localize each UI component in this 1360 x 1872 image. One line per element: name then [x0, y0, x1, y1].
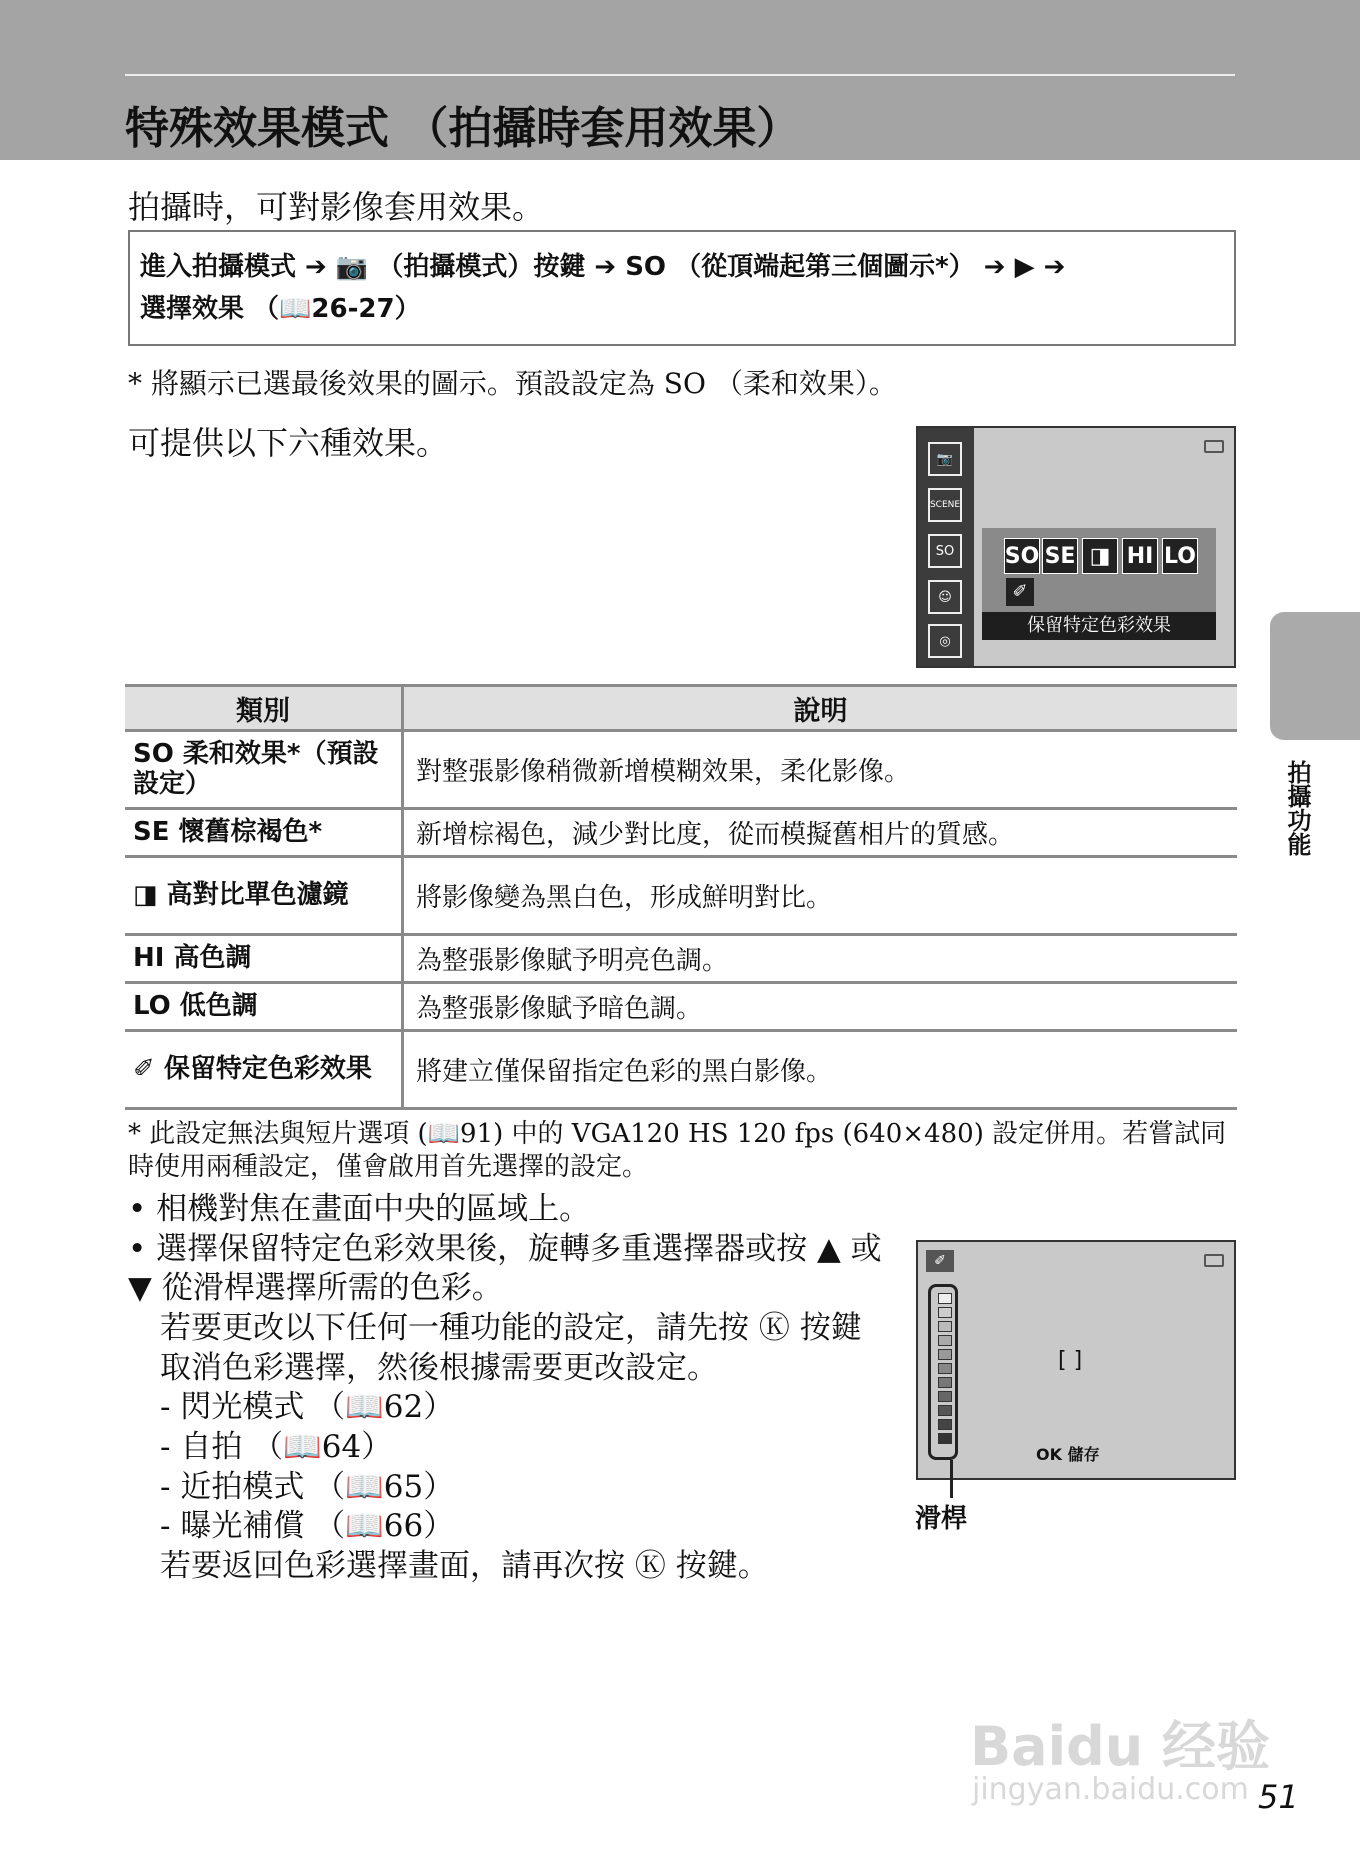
row-category: SO 柔和效果*（預設設定）	[125, 731, 403, 809]
row-description: 對整張影像稍微新增模糊效果，柔化影像。	[403, 731, 1238, 809]
effects-table	[125, 684, 1237, 1110]
table-row	[125, 809, 1237, 857]
slider-swatch	[938, 1433, 952, 1444]
row-description: 為整張影像賦予明亮色調。	[403, 935, 1238, 983]
chip-hi: HI	[1122, 538, 1158, 574]
popup-label: 保留特定色彩效果	[982, 612, 1216, 640]
nav-line-2: 選擇效果 （📖26-27）	[140, 294, 421, 324]
slider-swatch	[938, 1419, 952, 1430]
chip-so: SO	[1004, 538, 1040, 574]
table-row	[125, 935, 1237, 983]
row-category: SE 懷舊棕褐色*	[125, 809, 403, 857]
mode-icon-strip	[918, 428, 974, 666]
icon-note: * 將顯示已選最後效果的圖示。預設設定為 SO （柔和效果）。	[128, 367, 897, 400]
table-row	[125, 857, 1237, 935]
row-description: 為整張影像賦予暗色調。	[403, 983, 1238, 1031]
battery-icon	[1204, 1254, 1224, 1267]
scene-icon: SCENE	[928, 488, 962, 522]
slider-swatch	[938, 1377, 952, 1388]
slider-swatch	[938, 1405, 952, 1416]
header-rule	[125, 74, 1235, 76]
page-title: 特殊效果模式 （拍攝時套用效果）	[125, 103, 801, 154]
table-row	[125, 731, 1237, 809]
slider-swatch	[938, 1363, 952, 1374]
camera-screen-effects	[916, 426, 1236, 668]
six-effects-text: 可提供以下六種效果。	[128, 424, 449, 462]
slider-swatch	[938, 1293, 952, 1304]
row-category: HI 高色調	[125, 935, 403, 983]
color-slider[interactable]	[928, 1284, 958, 1460]
slider-swatch	[938, 1349, 952, 1360]
sub-item: - 自拍 （📖64）	[160, 1429, 393, 1466]
header-category: 類別	[125, 686, 403, 731]
sub-item: - 曝光補償 （📖66）	[160, 1508, 455, 1545]
chip-se: SE	[1042, 538, 1078, 574]
page-number: 51	[1258, 1778, 1299, 1816]
sub-item: - 閃光模式 （📖62）	[160, 1389, 455, 1426]
camera-icon: 📷	[928, 442, 962, 476]
intro-text: 拍攝時，可對影像套用效果。	[128, 188, 545, 226]
watermark: Baidu 经验	[970, 1715, 1271, 1778]
ok-save-label: OK 儲存	[1036, 1445, 1100, 1464]
slider-callout-line	[950, 1460, 953, 1498]
row-category: LO 低色調	[125, 983, 403, 1031]
chip-lo: LO	[1162, 538, 1198, 574]
bullet-item: • 選擇保留特定色彩效果後，旋轉多重選擇器或按 ▲ 或 ▼ 從滑桿選擇所需的色彩。	[128, 1230, 882, 1307]
navigation-box	[128, 230, 1236, 346]
bullet-item: • 相機對焦在畫面中央的區域上。	[128, 1191, 591, 1227]
watermark-url: jingyan.baidu.com	[972, 1772, 1249, 1807]
eyedropper-icon: ✐	[926, 1250, 954, 1272]
row-category: ✐ 保留特定色彩效果	[125, 1031, 403, 1109]
effect-popup	[982, 528, 1216, 640]
slider-swatch	[938, 1335, 952, 1346]
slider-label: 滑桿	[915, 1504, 968, 1534]
header-description: 說明	[403, 686, 1238, 731]
bullet-list	[128, 1190, 888, 1587]
slider-swatch	[938, 1321, 952, 1332]
focus-bracket: [ ]	[1058, 1348, 1083, 1373]
nav-line-1: 進入拍攝模式 ➔ 📷 （拍攝模式）按鍵 ➔ SO （從頂端起第三個圖示*） ➔ ▶ ➔	[140, 252, 1066, 282]
row-description: 新增棕褐色，減少對比度，從而模擬舊相片的質感。	[403, 809, 1238, 857]
chapter-tab	[1270, 612, 1360, 740]
table-row	[125, 983, 1237, 1031]
footnote: * 此設定無法與短片選項 (📖91) 中的 VGA120 HS 120 fps (640×480) 設定併用。若嘗試同時使用兩種設定，僅會啟用首先選擇的設定。	[128, 1119, 1227, 1182]
row-description: 將建立僅保留指定色彩的黑白影像。	[403, 1031, 1238, 1109]
slider-swatch	[938, 1391, 952, 1402]
soft-effect-icon: SO	[928, 534, 962, 568]
row-description: 將影像變為黑白色，形成鮮明對比。	[403, 857, 1238, 935]
auto-icon: ◎	[928, 624, 962, 658]
row-category: ◨ 高對比單色濾鏡	[125, 857, 403, 935]
battery-icon	[1204, 440, 1224, 453]
bullet-subtext: 若要更改以下任何一種功能的設定，請先按 Ⓚ 按鍵取消色彩選擇，然後根據需要更改設定。	[160, 1310, 862, 1386]
bullet-subtext: 若要返回色彩選擇畫面，請再次按 Ⓚ 按鍵。	[160, 1548, 769, 1585]
chapter-label: 拍攝功能	[1283, 760, 1311, 856]
smile-icon: ☺	[928, 580, 962, 614]
table-row	[125, 1031, 1237, 1109]
camera-screen-slider	[916, 1240, 1236, 1480]
slider-swatch	[938, 1307, 952, 1318]
chip-mono: ◨	[1082, 538, 1118, 574]
eyedropper-icon: ✐	[1006, 578, 1034, 606]
sub-item: - 近拍模式 （📖65）	[160, 1468, 455, 1505]
